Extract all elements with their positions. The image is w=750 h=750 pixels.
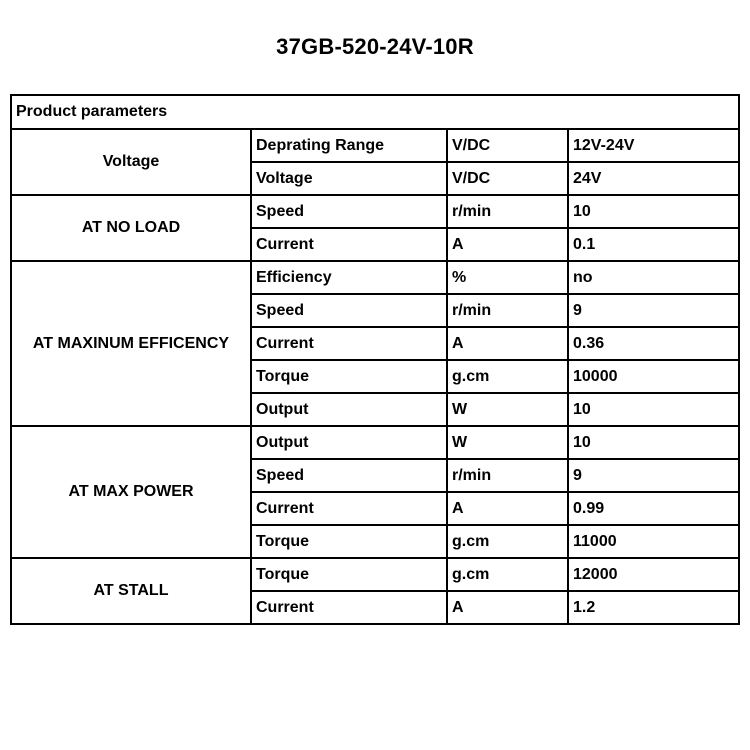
param-cell: Speed (251, 294, 447, 327)
value-cell: 0.36 (568, 327, 739, 360)
page-title: 37GB-520-24V-10R (276, 34, 474, 59)
unit-cell: A (447, 591, 568, 624)
table-row (11, 558, 739, 591)
unit-cell: V/DC (447, 162, 568, 195)
value-cell: 9 (568, 459, 739, 492)
value-cell: 9 (568, 294, 739, 327)
value-cell: 0.99 (568, 492, 739, 525)
value-cell: 12V-24V (568, 129, 739, 162)
unit-cell: g.cm (447, 525, 568, 558)
unit-cell: g.cm (447, 558, 568, 591)
group-label-max-efficiency: AT MAXINUM EFFICENCY (11, 261, 251, 426)
param-cell: Current (251, 327, 447, 360)
table-row (11, 195, 739, 228)
value-cell: 24V (568, 162, 739, 195)
param-cell: Voltage (251, 162, 447, 195)
table-header-row (11, 95, 739, 129)
value-cell: 10 (568, 393, 739, 426)
unit-cell: W (447, 426, 568, 459)
param-cell: Deprating Range (251, 129, 447, 162)
param-cell: Torque (251, 360, 447, 393)
table-row (11, 261, 739, 294)
value-cell: 11000 (568, 525, 739, 558)
value-cell: 12000 (568, 558, 739, 591)
product-parameters-table (10, 94, 740, 625)
unit-cell: V/DC (447, 129, 568, 162)
unit-cell: r/min (447, 459, 568, 492)
unit-cell: A (447, 492, 568, 525)
table-row (11, 426, 739, 459)
param-cell: Efficiency (251, 261, 447, 294)
param-cell: Output (251, 426, 447, 459)
unit-cell: g.cm (447, 360, 568, 393)
unit-cell: A (447, 327, 568, 360)
param-cell: Speed (251, 459, 447, 492)
value-cell: 1.2 (568, 591, 739, 624)
group-label-stall: AT STALL (11, 558, 251, 624)
group-label-voltage: Voltage (11, 129, 251, 195)
param-cell: Torque (251, 525, 447, 558)
param-cell: Current (251, 492, 447, 525)
param-cell: Current (251, 228, 447, 261)
param-cell: Speed (251, 195, 447, 228)
table-row (11, 129, 739, 162)
unit-cell: % (447, 261, 568, 294)
group-label-no-load: AT NO LOAD (11, 195, 251, 261)
param-cell: Torque (251, 558, 447, 591)
value-cell: no (568, 261, 739, 294)
unit-cell: r/min (447, 294, 568, 327)
unit-cell: A (447, 228, 568, 261)
param-cell: Current (251, 591, 447, 624)
table-header: Product parameters (11, 95, 739, 129)
value-cell: 0.1 (568, 228, 739, 261)
unit-cell: r/min (447, 195, 568, 228)
unit-cell: W (447, 393, 568, 426)
value-cell: 10 (568, 195, 739, 228)
value-cell: 10 (568, 426, 739, 459)
group-label-max-power: AT MAX POWER (11, 426, 251, 558)
param-cell: Output (251, 393, 447, 426)
value-cell: 10000 (568, 360, 739, 393)
